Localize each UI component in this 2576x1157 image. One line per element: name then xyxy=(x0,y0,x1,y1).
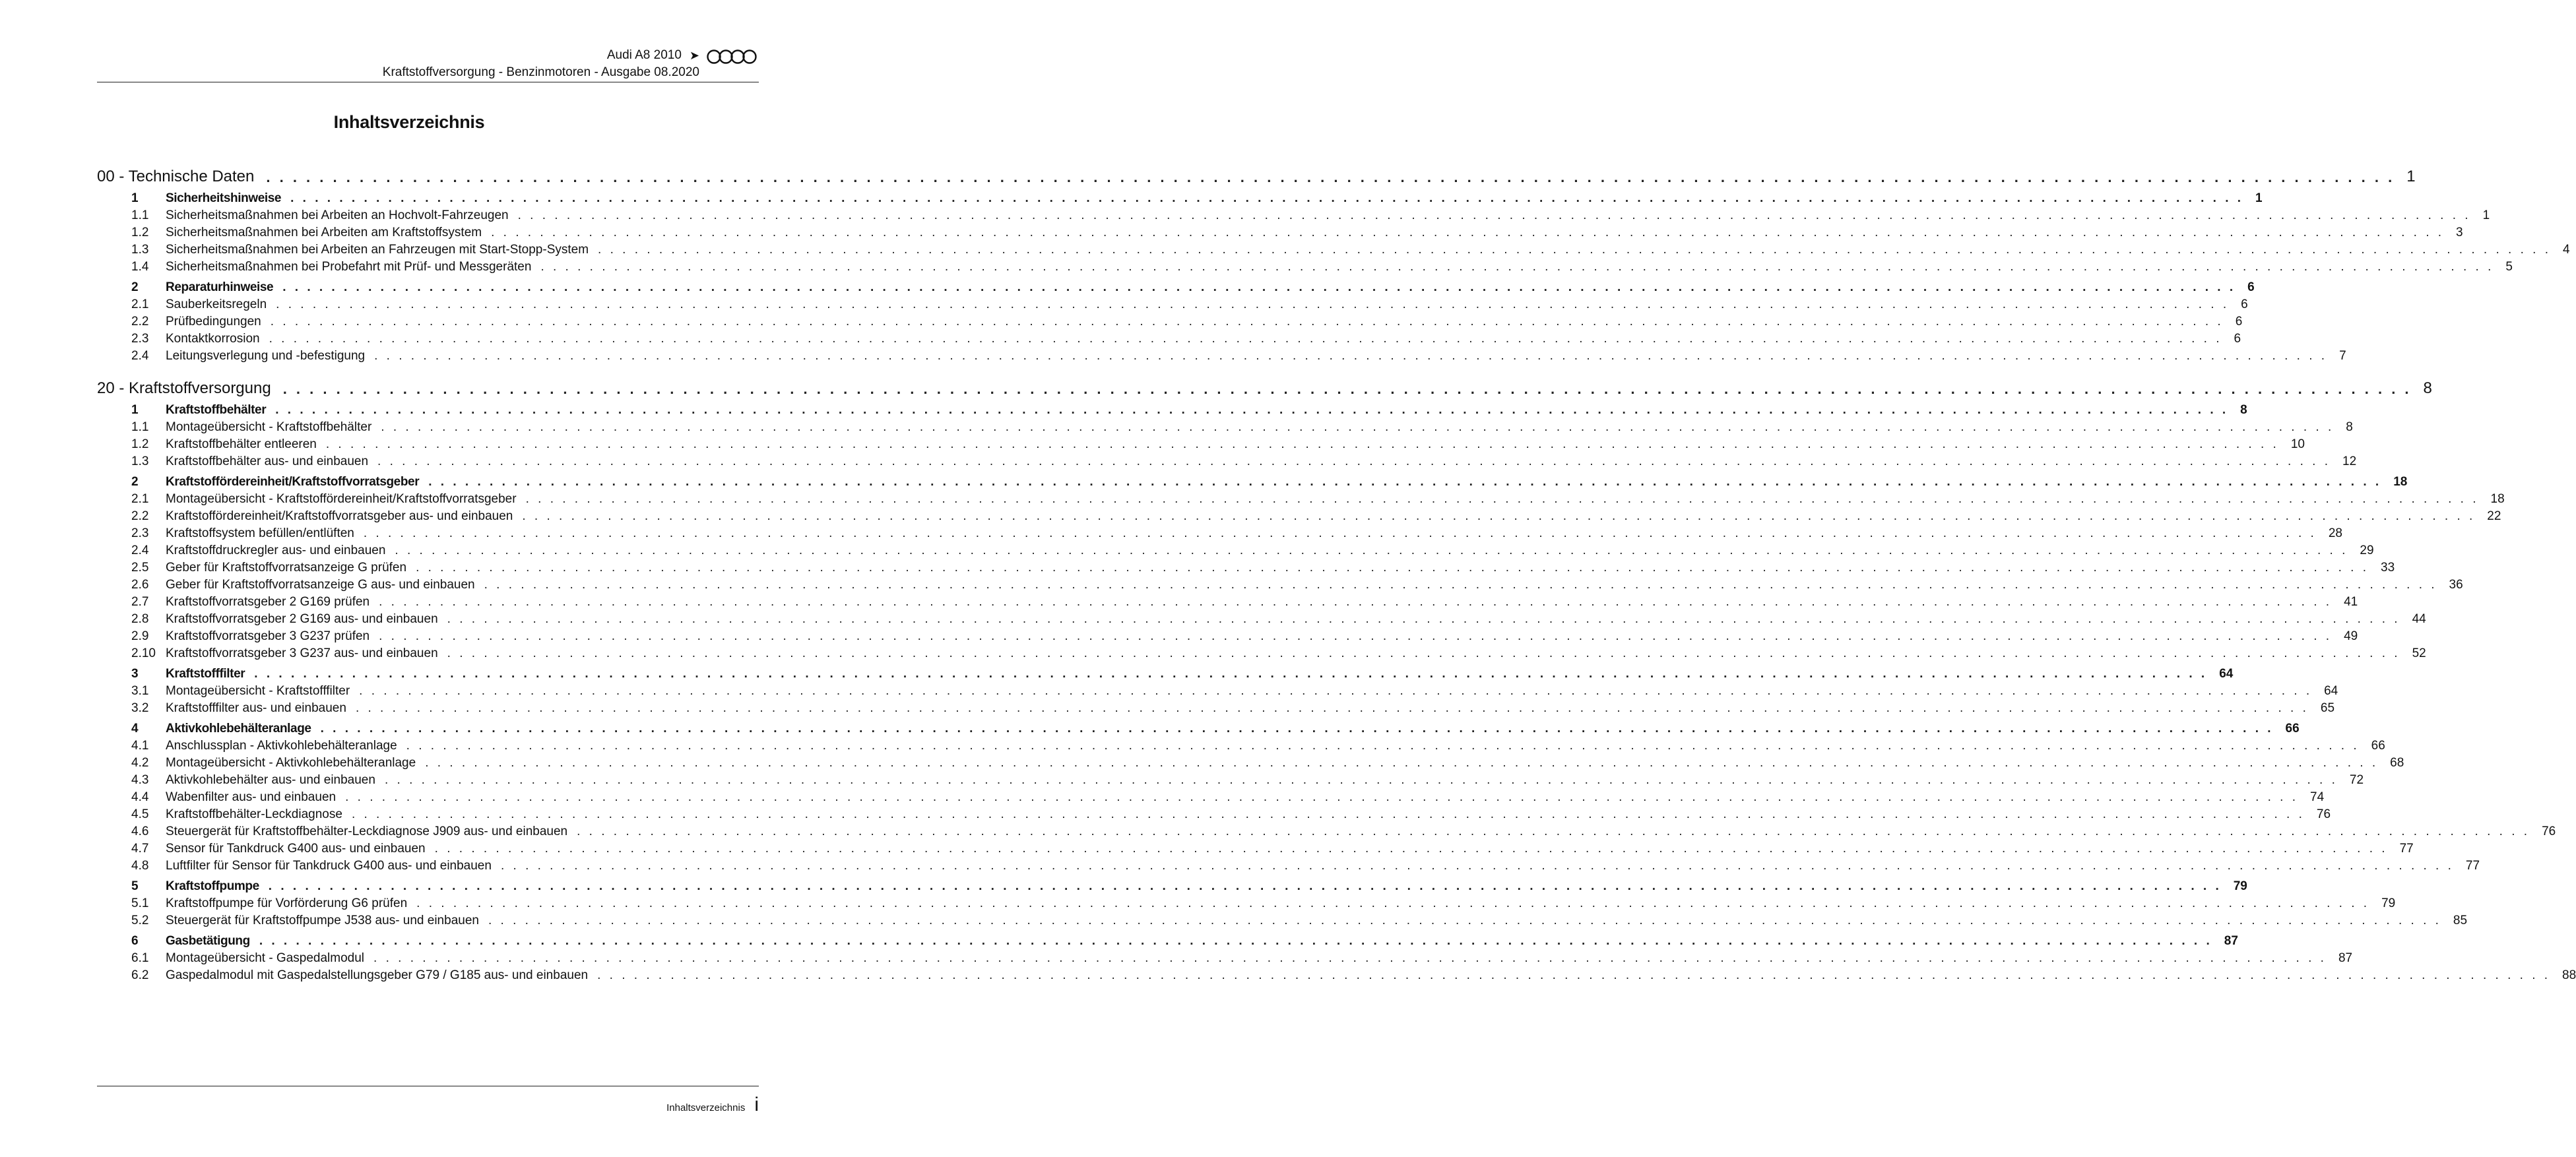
toc-section[interactable] xyxy=(97,720,2300,737)
toc-subsection[interactable] xyxy=(97,645,2426,662)
subsection-number: 6.1 xyxy=(131,951,149,965)
section-number: 5 xyxy=(131,879,139,893)
subsection-title: Kraftstoffbehälter entleeren xyxy=(166,437,317,451)
subsection-page: 68 xyxy=(2390,756,2404,770)
subsection-number: 2.7 xyxy=(131,595,149,609)
chapter-page: 8 xyxy=(2423,379,2432,397)
subsection-title: Luftfilter für Sensor für Tankdruck G400 aus- und einbauen xyxy=(166,859,492,873)
dot-leader: . . . . . . . . . . . . . . . . . . . . . . . . . . . . . . . . . . . . . . . . . . . . . . . . . . . . . . . . . . . . . . . . . . . . . . . . . . . . . . . . . . . . . . . . . . . . . . . . . . . . . . . . . . . . . . . . . . . . . . . . . . . . . . . . . . . . . . . . . . . . . . . . . . . . . . . . . . . . . . . . xyxy=(259,934,2212,948)
dot-leader: . . . . . . . . . . . . . . . . . . . . . . . . . . . . . . . . . . . . . . . . . . . . . . . . . . . . . . . . . . . . . . . . . . . . . . . . . . . . . . . . . . . . . . . . . . . . . . . . . . . . . . . . . . . . . . . . . . . . . . . . . . . . . . . . . . . . . . . . . . . . . . . . . . . . . . . . . . . . . . . . xyxy=(351,807,2305,821)
subsection-title: Montageübersicht - Kraftstofffilter xyxy=(166,684,350,698)
subsection-page: 18 xyxy=(2490,492,2505,506)
section-page: 87 xyxy=(2224,934,2238,948)
toc-subsection[interactable] xyxy=(97,207,2490,224)
subsection-page: 65 xyxy=(2320,701,2335,715)
dot-leader: . . . . . . . . . . . . . . . . . . . . . . . . . . . . . . . . . . . . . . . . . . . . . . . . . . . . . . . . . . . . . . . . . . . . . . . . . . . . . . . . . . . . . . . . . . . . . . . . . . . . . . . . . . . . . . . . . . . . . . . . . . . . . . . . . . . . . . . . . . . . . . . . . . . . . . . . . . . . . . . . xyxy=(540,260,2494,274)
subsection-number: 2.9 xyxy=(131,629,149,643)
subsection-title: Geber für Kraftstoffvorratsanzeige G aus- und einbauen xyxy=(166,578,475,592)
footer-label: Inhaltsverzeichnis xyxy=(666,1102,746,1113)
subsection-page: 88 xyxy=(2562,968,2576,982)
dot-leader: . . . . . . . . . . . . . . . . . . . . . . . . . . . . . . . . . . . . . . . . . . . . . . . . . . . . . . . . . . . . . . . . . . . . . . . . . . . . . . . . . . . . . . . . . . . . . . . . . . . . . . . . . . . . . . . . . . . . . . . . . . . . . . . . . . . . . . . . . . . . . . . . . . . . . . . . . . . . . . . . xyxy=(384,773,2338,787)
dot-leader: . . . . . . . . . . . . . . . . . . . . . . . . . . . . . . . . . . . . . . . . . . . . . . . . . . . . . . . . . . . . . . . . . . . . . . . . . . . . . . . . . . . . . . . . . . . . . . . . . . . . . . . . . . . . . . . . . . . . . . . . . . . . . . . . . . . . . . . . . . . . . . . . . . . . . . . . . . . . . . . . xyxy=(597,968,2551,982)
toc-subsection[interactable] xyxy=(97,542,2374,559)
section-number: 3 xyxy=(131,667,139,681)
toc-subsection[interactable] xyxy=(97,858,2480,875)
dot-leader: . . . . . . . . . . . . . . . . . . . . . . . . . . . . . . . . . . . . . . . . . . . . . . . . . . . . . . . . . . . . . . . . . . . . . . . . . . . . . . . . . . . . . . . . . . . . . . . . . . . . . . . . . . . . . . . . . . . . . . . . . . . . . . . . . . . . . . . . . . . . . . . . . . . . . . . . . . . . . . . . xyxy=(276,297,2230,311)
dot-leader: . . . . . . . . . . . . . . . . . . . . . . . . . . . . . . . . . . . . . . . . . . . . . . . . . . . . . . . . . . . . . . . . . . . . . . . . . . . . . . . . . . . . . . . . . . . . . . . . . . . . . . . . . . . . . . . . . . . . . . . . . . . . . . . . . . . . . . . . . . . . . . . . . . . . . . . . . . . . . . . . xyxy=(577,825,2530,838)
subsection-number: 2.3 xyxy=(131,526,149,540)
dot-leader: . . . . . . . . . . . . . . . . . . . . . . . . . . . . . . . . . . . . . . . . . . . . . . . . . . . . . . . . . . . . . . . . . . . . . . . . . . . . . . . . . . . . . . . . . . . . . . . . . . . . . . . . . . . . . . . . . . . . . . . . . . . . . . . . . . . . . . . . . . . . . . . . . . . . . . . . . . . . . . . . xyxy=(266,169,2395,185)
dot-leader: . . . . . . . . . . . . . . . . . . . . . . . . . . . . . . . . . . . . . . . . . . . . . . . . . . . . . . . . . . . . . . . . . . . . . . . . . . . . . . . . . . . . . . . . . . . . . . . . . . . . . . . . . . . . . . . . . . . . . . . . . . . . . . . . . . . . . . . . . . . . . . . . . . . . . . . . . . . . . . . . xyxy=(268,879,2222,893)
dot-leader: . . . . . . . . . . . . . . . . . . . . . . . . . . . . . . . . . . . . . . . . . . . . . . . . . . . . . . . . . . . . . . . . . . . . . . . . . . . . . . . . . . . . . . . . . . . . . . . . . . . . . . . . . . . . . . . . . . . . . . . . . . . . . . . . . . . . . . . . . . . . . . . . . . . . . . . . . . . . . . . . xyxy=(282,280,2236,294)
toc-subsection[interactable] xyxy=(97,789,2325,806)
header-subtitle: Kraftstoffversorgung - Benzinmotoren - Ausgabe 08.2020 xyxy=(382,65,699,79)
section-page: 18 xyxy=(2393,475,2408,489)
subsection-title: Kraftstoffpumpe für Vorförderung G6 prüfen xyxy=(166,896,408,910)
subsection-page: 22 xyxy=(2487,509,2501,523)
subsection-title: Kraftstoffdruckregler aus- und einbauen xyxy=(166,544,386,557)
section-title: Aktivkohlebehälteranlage xyxy=(166,722,311,735)
dot-leader: . . . . . . . . . . . . . . . . . . . . . . . . . . . . . . . . . . . . . . . . . . . . . . . . . . . . . . . . . . . . . . . . . . . . . . . . . . . . . . . . . . . . . . . . . . . . . . . . . . . . . . . . . . . . . . . . . . . . . . . . . . . . . . . . . . . . . . . . . . . . . . . . . . . . . . . . . . . . . . . . xyxy=(345,790,2299,804)
subsection-page: 74 xyxy=(2310,790,2325,804)
toc-subsection[interactable] xyxy=(97,840,2414,858)
subsection-page: 41 xyxy=(2344,595,2358,609)
subsection-title: Kraftstoffvorratsgeber 3 G237 prüfen xyxy=(166,629,370,643)
subsection-page: 33 xyxy=(2381,561,2395,575)
subsection-page: 5 xyxy=(2505,260,2513,274)
toc-subsection[interactable] xyxy=(97,700,2335,717)
arrow-right-icon: ➤ xyxy=(689,49,699,62)
dot-leader: . . . . . . . . . . . . . . . . . . . . . . . . . . . . . . . . . . . . . . . . . . . . . . . . . . . . . . . . . . . . . . . . . . . . . . . . . . . . . . . . . . . . . . . . . . . . . . . . . . . . . . . . . . . . . . . . . . . . . . . . . . . . . . . . . . . . . . . . . . . . . . . . . . . . . . . . . . . . . . . . xyxy=(447,612,2400,626)
toc-subsection[interactable] xyxy=(97,508,2501,525)
subsection-title: Steuergerät für Kraftstoffbehälter-Leckdiagnose J909 aus- und einbauen xyxy=(166,825,568,838)
subsection-number: 1.3 xyxy=(131,454,149,468)
subsection-title: Kraftstofffilter aus- und einbauen xyxy=(166,701,346,715)
toc-subsection[interactable] xyxy=(97,912,2468,929)
toc-section[interactable] xyxy=(97,933,2238,950)
toc-subsection[interactable] xyxy=(97,491,2505,508)
subsection-page: 64 xyxy=(2324,684,2338,698)
header-model: Audi A8 2010 xyxy=(606,48,682,62)
subsection-number: 4.3 xyxy=(131,773,149,787)
toc-subsection[interactable] xyxy=(97,348,2346,365)
section-page: 66 xyxy=(2285,722,2300,735)
toc-subsection[interactable] xyxy=(97,241,2570,259)
subsection-title: Montageübersicht - Kraftstoffbehälter xyxy=(166,420,372,434)
subsection-page: 77 xyxy=(2465,859,2480,873)
subsection-page: 77 xyxy=(2399,842,2414,856)
subsection-title: Kraftstoffördereinheit/Kraftstoffvorratsgeber aus- und einbauen xyxy=(166,509,513,523)
subsection-title: Anschlussplan - Aktivkohlebehälteranlage xyxy=(166,739,397,753)
dot-leader: . . . . . . . . . . . . . . . . . . . . . . . . . . . . . . . . . . . . . . . . . . . . . . . . . . . . . . . . . . . . . . . . . . . . . . . . . . . . . . . . . . . . . . . . . . . . . . . . . . . . . . . . . . . . . . . . . . . . . . . . . . . . . . . . . . . . . . . . . . . . . . . . . . . . . . . . . . . . . . . . xyxy=(275,403,2229,417)
section-page: 79 xyxy=(2233,879,2247,893)
subsection-number: 4.1 xyxy=(131,739,149,753)
toc-subsection[interactable] xyxy=(97,577,2463,594)
table-of-contents xyxy=(97,158,2576,984)
subsection-title: Kraftstoffvorratsgeber 3 G237 aus- und einbauen xyxy=(166,646,438,660)
subsection-number: 2.5 xyxy=(131,561,149,575)
section-title: Kraftstofffilter xyxy=(166,667,245,681)
subsection-number: 4.4 xyxy=(131,790,149,804)
dot-leader: . . . . . . . . . . . . . . . . . . . . . . . . . . . . . . . . . . . . . . . . . . . . . . . . . . . . . . . . . . . . . . . . . . . . . . . . . . . . . . . . . . . . . . . . . . . . . . . . . . . . . . . . . . . . . . . . . . . . . . . . . . . . . . . . . . . . . . . . . . . . . . . . . . . . . . . . . . . . . . . . xyxy=(377,454,2331,468)
toc-subsection[interactable] xyxy=(97,950,2353,967)
toc-subsection[interactable] xyxy=(97,628,2358,645)
toc-subsection[interactable] xyxy=(97,755,2404,772)
subsection-number: 1.3 xyxy=(131,243,149,257)
toc-subsection[interactable] xyxy=(97,296,2248,313)
subsection-page: 6 xyxy=(2241,297,2248,311)
subsection-page: 7 xyxy=(2339,349,2346,363)
subsection-page: 6 xyxy=(2234,332,2241,346)
dot-leader: . . . . . . . . . . . . . . . . . . . . . . . . . . . . . . . . . . . . . . . . . . . . . . . . . . . . . . . . . . . . . . . . . . . . . . . . . . . . . . . . . . . . . . . . . . . . . . . . . . . . . . . . . . . . . . . . . . . . . . . . . . . . . . . . . . . . . . . . . . . . . . . . . . . . . . . . . . . . . . . . xyxy=(282,381,2412,397)
subsection-number: 1.1 xyxy=(131,420,149,434)
subsection-page: 12 xyxy=(2342,454,2357,468)
audi-rings-icon xyxy=(706,49,759,65)
section-title: Kraftstoffördereinheit/Kraftstoffvorratsgeber xyxy=(166,475,420,489)
subsection-title: Sicherheitsmaßnahmen bei Arbeiten an Hochvolt-Fahrzeugen xyxy=(166,208,509,222)
section-number: 2 xyxy=(131,280,139,294)
section-number: 2 xyxy=(131,475,139,489)
subsection-title: Sicherheitsmaßnahmen bei Arbeiten am Kraftstoffsystem xyxy=(166,226,482,239)
dot-leader: . . . . . . . . . . . . . . . . . . . . . . . . . . . . . . . . . . . . . . . . . . . . . . . . . . . . . . . . . . . . . . . . . . . . . . . . . . . . . . . . . . . . . . . . . . . . . . . . . . . . . . . . . . . . . . . . . . . . . . . . . . . . . . . . . . . . . . . . . . . . . . . . . . . . . . . . . . . . . . . . xyxy=(416,896,2370,910)
section-page: 64 xyxy=(2219,667,2234,681)
subsection-title: Kraftstoffbehälter aus- und einbauen xyxy=(166,454,369,468)
toc-subsection[interactable] xyxy=(97,419,2353,436)
section-number: 1 xyxy=(131,191,139,205)
toc-section[interactable] xyxy=(97,878,2247,895)
toc-subsection[interactable] xyxy=(97,224,2463,241)
page-header xyxy=(97,47,759,80)
dot-leader: . . . . . . . . . . . . . . . . . . . . . . . . . . . . . . . . . . . . . . . . . . . . . . . . . . . . . . . . . . . . . . . . . . . . . . . . . . . . . . . . . . . . . . . . . . . . . . . . . . . . . . . . . . . . . . . . . . . . . . . . . . . . . . . . . . . . . . . . . . . . . . . . . . . . . . . . . . . . . . . . xyxy=(522,509,2476,523)
section-page: 8 xyxy=(2240,403,2247,417)
subsection-page: 76 xyxy=(2542,825,2556,838)
dot-leader: . . . . . . . . . . . . . . . . . . . . . . . . . . . . . . . . . . . . . . . . . . . . . . . . . . . . . . . . . . . . . . . . . . . . . . . . . . . . . . . . . . . . . . . . . . . . . . . . . . . . . . . . . . . . . . . . . . . . . . . . . . . . . . . . . . . . . . . . . . . . . . . . . . . . . . . . . . . . . . . . xyxy=(269,332,2222,346)
dot-leader: . . . . . . . . . . . . . . . . . . . . . . . . . . . . . . . . . . . . . . . . . . . . . . . . . . . . . . . . . . . . . . . . . . . . . . . . . . . . . . . . . . . . . . . . . . . . . . . . . . . . . . . . . . . . . . . . . . . . . . . . . . . . . . . . . . . . . . . . . . . . . . . . . . . . . . . . . . . . . . . . xyxy=(320,722,2274,735)
subsection-title: Montageübersicht - Aktivkohlebehälteranlage xyxy=(166,756,416,770)
chapter-title: 00 - Technische Daten xyxy=(97,168,255,185)
subsection-number: 5.2 xyxy=(131,914,149,927)
subsection-title: Sicherheitsmaßnahmen bei Probefahrt mit Prüf- und Messgeräten xyxy=(166,260,532,274)
dot-leader: . . . . . . . . . . . . . . . . . . . . . . . . . . . . . . . . . . . . . . . . . . . . . . . . . . . . . . . . . . . . . . . . . . . . . . . . . . . . . . . . . . . . . . . . . . . . . . . . . . . . . . . . . . . . . . . . . . . . . . . . . . . . . . . . . . . . . . . . . . . . . . . . . . . . . . . . . . . . . . . . xyxy=(270,315,2224,328)
subsection-title: Geber für Kraftstoffvorratsanzeige G prüfen xyxy=(166,561,407,575)
toc-subsection[interactable] xyxy=(97,611,2426,628)
toc-subsection[interactable] xyxy=(97,330,2241,348)
toc-subsection[interactable] xyxy=(97,453,2357,470)
dot-leader: . . . . . . . . . . . . . . . . . . . . . . . . . . . . . . . . . . . . . . . . . . . . . . . . . . . . . . . . . . . . . . . . . . . . . . . . . . . . . . . . . . . . . . . . . . . . . . . . . . . . . . . . . . . . . . . . . . . . . . . . . . . . . . . . . . . . . . . . . . . . . . . . . . . . . . . . . . . . . . . . xyxy=(517,208,2471,222)
subsection-number: 2.3 xyxy=(131,332,149,346)
dot-leader: . . . . . . . . . . . . . . . . . . . . . . . . . . . . . . . . . . . . . . . . . . . . . . . . . . . . . . . . . . . . . . . . . . . . . . . . . . . . . . . . . . . . . . . . . . . . . . . . . . . . . . . . . . . . . . . . . . . . . . . . . . . . . . . . . . . . . . . . . . . . . . . . . . . . . . . . . . . . . . . . xyxy=(379,595,2333,609)
toc-subsection[interactable] xyxy=(97,525,2342,542)
dot-leader: . . . . . . . . . . . . . . . . . . . . . . . . . . . . . . . . . . . . . . . . . . . . . . . . . . . . . . . . . . . . . . . . . . . . . . . . . . . . . . . . . . . . . . . . . . . . . . . . . . . . . . . . . . . . . . . . . . . . . . . . . . . . . . . . . . . . . . . . . . . . . . . . . . . . . . . . . . . . . . . . xyxy=(325,437,2279,451)
subsection-number: 1.1 xyxy=(131,208,149,222)
toc-subsection[interactable] xyxy=(97,559,2395,577)
subsection-number: 1.2 xyxy=(131,437,149,451)
subsection-title: Prüfbedingungen xyxy=(166,315,261,328)
subsection-title: Kraftstoffvorratsgeber 2 G169 aus- und einbauen xyxy=(166,612,438,626)
page-title: Inhaltsverzeichnis xyxy=(333,112,485,132)
dot-leader: . . . . . . . . . . . . . . . . . . . . . . . . . . . . . . . . . . . . . . . . . . . . . . . . . . . . . . . . . . . . . . . . . . . . . . . . . . . . . . . . . . . . . . . . . . . . . . . . . . . . . . . . . . . . . . . . . . . . . . . . . . . . . . . . . . . . . . . . . . . . . . . . . . . . . . . . . . . . . . . . xyxy=(374,349,2328,363)
footer-page-number: i xyxy=(754,1094,759,1115)
subsection-title: Kraftstoffbehälter-Leckdiagnose xyxy=(166,807,342,821)
subsection-title: Sicherheitsmaßnahmen bei Arbeiten an Fahrzeugen mit Start-Stopp-System xyxy=(166,243,589,257)
subsection-number: 2.4 xyxy=(131,544,149,557)
subsection-number: 2.6 xyxy=(131,578,149,592)
subsection-title: Gaspedalmodul mit Gaspedalstellungsgeber G79 / G185 aus- und einbauen xyxy=(166,968,589,982)
dot-leader: . . . . . . . . . . . . . . . . . . . . . . . . . . . . . . . . . . . . . . . . . . . . . . . . . . . . . . . . . . . . . . . . . . . . . . . . . . . . . . . . . . . . . . . . . . . . . . . . . . . . . . . . . . . . . . . . . . . . . . . . . . . . . . . . . . . . . . . . . . . . . . . . . . . . . . . . . . . . . . . . xyxy=(290,191,2244,205)
section-number: 6 xyxy=(131,934,139,948)
subsection-page: 1 xyxy=(2482,208,2490,222)
subsection-number: 4.5 xyxy=(131,807,149,821)
section-title: Reparaturhinweise xyxy=(166,280,274,294)
subsection-number: 2.4 xyxy=(131,349,149,363)
subsection-number: 6.2 xyxy=(131,968,149,982)
toc-subsection[interactable] xyxy=(97,823,2556,840)
toc-subsection[interactable] xyxy=(97,436,2305,453)
toc-subsection[interactable] xyxy=(97,313,2243,330)
subsection-number: 5.1 xyxy=(131,896,149,910)
dot-leader: . . . . . . . . . . . . . . . . . . . . . . . . . . . . . . . . . . . . . . . . . . . . . . . . . . . . . . . . . . . . . . . . . . . . . . . . . . . . . . . . . . . . . . . . . . . . . . . . . . . . . . . . . . . . . . . . . . . . . . . . . . . . . . . . . . . . . . . . . . . . . . . . . . . . . . . . . . . . . . . . xyxy=(500,859,2454,873)
toc-section[interactable] xyxy=(97,666,2234,683)
toc-subsection[interactable] xyxy=(97,737,2385,755)
toc-subsection[interactable] xyxy=(97,594,2358,611)
subsection-title: Steuergerät für Kraftstoffpumpe J538 aus- und einbauen xyxy=(166,914,479,927)
subsection-page: 36 xyxy=(2449,578,2463,592)
subsection-title: Sensor für Tankdruck G400 aus- und einbauen xyxy=(166,842,426,856)
dot-leader: . . . . . . . . . . . . . . . . . . . . . . . . . . . . . . . . . . . . . . . . . . . . . . . . . . . . . . . . . . . . . . . . . . . . . . . . . . . . . . . . . . . . . . . . . . . . . . . . . . . . . . . . . . . . . . . . . . . . . . . . . . . . . . . . . . . . . . . . . . . . . . . . . . . . . . . . . . . . . . . . xyxy=(491,226,2445,239)
header-model-line xyxy=(607,47,699,63)
toc-subsection[interactable] xyxy=(97,895,2396,912)
subsection-page: 10 xyxy=(2290,437,2305,451)
chapter-title: 20 - Kraftstoffversorgung xyxy=(97,379,271,397)
subsection-number: 3.2 xyxy=(131,701,149,715)
section-title: Kraftstoffbehälter xyxy=(166,403,267,417)
dot-leader: . . . . . . . . . . . . . . . . . . . . . . . . . . . . . . . . . . . . . . . . . . . . . . . . . . . . . . . . . . . . . . . . . . . . . . . . . . . . . . . . . . . . . . . . . . . . . . . . . . . . . . . . . . . . . . . . . . . . . . . . . . . . . . . . . . . . . . . . . . . . . . . . . . . . . . . . . . . . . . . . xyxy=(434,842,2388,856)
subsection-page: 52 xyxy=(2412,646,2426,660)
chapter-spacer xyxy=(97,365,759,370)
subsection-title: Kontaktkorrosion xyxy=(166,332,260,346)
toc-section[interactable] xyxy=(97,190,2263,207)
dot-leader: . . . . . . . . . . . . . . . . . . . . . . . . . . . . . . . . . . . . . . . . . . . . . . . . . . . . . . . . . . . . . . . . . . . . . . . . . . . . . . . . . . . . . . . . . . . . . . . . . . . . . . . . . . . . . . . . . . . . . . . . . . . . . . . . . . . . . . . . . . . . . . . . . . . . . . . . . . . . . . . . xyxy=(355,701,2309,715)
page-footer xyxy=(666,1095,759,1115)
subsection-number: 3.1 xyxy=(131,684,149,698)
dot-leader: . . . . . . . . . . . . . . . . . . . . . . . . . . . . . . . . . . . . . . . . . . . . . . . . . . . . . . . . . . . . . . . . . . . . . . . . . . . . . . . . . . . . . . . . . . . . . . . . . . . . . . . . . . . . . . . . . . . . . . . . . . . . . . . . . . . . . . . . . . . . . . . . . . . . . . . . . . . . . . . . xyxy=(484,578,2437,592)
toc-chapter[interactable] xyxy=(97,158,2416,186)
toc-subsection[interactable] xyxy=(97,259,2513,276)
subsection-page: 76 xyxy=(2316,807,2331,821)
subsection-page: 85 xyxy=(2453,914,2468,927)
subsection-title: Aktivkohlebehälter aus- und einbauen xyxy=(166,773,375,787)
subsection-number: 1.4 xyxy=(131,260,149,274)
dot-leader: . . . . . . . . . . . . . . . . . . . . . . . . . . . . . . . . . . . . . . . . . . . . . . . . . . . . . . . . . . . . . . . . . . . . . . . . . . . . . . . . . . . . . . . . . . . . . . . . . . . . . . . . . . . . . . . . . . . . . . . . . . . . . . . . . . . . . . . . . . . . . . . . . . . . . . . . . . . . . . . . xyxy=(406,739,2360,753)
subsection-number: 2.10 xyxy=(131,646,156,660)
subsection-number: 1.2 xyxy=(131,226,149,239)
subsection-title: Kraftstoffsystem befüllen/entlüften xyxy=(166,526,354,540)
section-number: 4 xyxy=(131,722,139,735)
subsection-page: 28 xyxy=(2328,526,2342,540)
subsection-page: 72 xyxy=(2349,773,2364,787)
dot-leader: . . . . . . . . . . . . . . . . . . . . . . . . . . . . . . . . . . . . . . . . . . . . . . . . . . . . . . . . . . . . . . . . . . . . . . . . . . . . . . . . . . . . . . . . . . . . . . . . . . . . . . . . . . . . . . . . . . . . . . . . . . . . . . . . . . . . . . . . . . . . . . . . . . . . . . . . . . . . . . . . xyxy=(525,492,2479,506)
dot-leader: . . . . . . . . . . . . . . . . . . . . . . . . . . . . . . . . . . . . . . . . . . . . . . . . . . . . . . . . . . . . . . . . . . . . . . . . . . . . . . . . . . . . . . . . . . . . . . . . . . . . . . . . . . . . . . . . . . . . . . . . . . . . . . . . . . . . . . . . . . . . . . . . . . . . . . . . . . . . . . . . xyxy=(488,914,2441,927)
subsection-page: 3 xyxy=(2456,226,2463,239)
subsection-number: 2.1 xyxy=(131,297,149,311)
subsection-page: 87 xyxy=(2338,951,2353,965)
section-number: 1 xyxy=(131,403,139,417)
section-title: Kraftstoffpumpe xyxy=(166,879,259,893)
toc-subsection[interactable] xyxy=(97,683,2338,700)
toc-section[interactable] xyxy=(97,402,2247,419)
subsection-title: Kraftstoffvorratsgeber 2 G169 prüfen xyxy=(166,595,370,609)
toc-section[interactable] xyxy=(97,474,2408,491)
dot-leader: . . . . . . . . . . . . . . . . . . . . . . . . . . . . . . . . . . . . . . . . . . . . . . . . . . . . . . . . . . . . . . . . . . . . . . . . . . . . . . . . . . . . . . . . . . . . . . . . . . . . . . . . . . . . . . . . . . . . . . . . . . . . . . . . . . . . . . . . . . . . . . . . . . . . . . . . . . . . . . . . xyxy=(428,475,2382,489)
dot-leader: . . . . . . . . . . . . . . . . . . . . . . . . . . . . . . . . . . . . . . . . . . . . . . . . . . . . . . . . . . . . . . . . . . . . . . . . . . . . . . . . . . . . . . . . . . . . . . . . . . . . . . . . . . . . . . . . . . . . . . . . . . . . . . . . . . . . . . . . . . . . . . . . . . . . . . . . . . . . . . . . xyxy=(359,684,2313,698)
toc-subsection[interactable] xyxy=(97,967,2576,984)
section-page: 1 xyxy=(2255,191,2263,205)
subsection-title: Wabenfilter aus- und einbauen xyxy=(166,790,337,804)
section-title: Sicherheitshinweise xyxy=(166,191,282,205)
subsection-page: 4 xyxy=(2563,243,2570,257)
toc-subsection[interactable] xyxy=(97,772,2364,789)
dot-leader: . . . . . . . . . . . . . . . . . . . . . . . . . . . . . . . . . . . . . . . . . . . . . . . . . . . . . . . . . . . . . . . . . . . . . . . . . . . . . . . . . . . . . . . . . . . . . . . . . . . . . . . . . . . . . . . . . . . . . . . . . . . . . . . . . . . . . . . . . . . . . . . . . . . . . . . . . . . . . . . . xyxy=(381,420,2334,434)
subsection-number: 4.8 xyxy=(131,859,149,873)
subsection-number: 2.2 xyxy=(131,509,149,523)
subsection-number: 4.7 xyxy=(131,842,149,856)
dot-leader: . . . . . . . . . . . . . . . . . . . . . . . . . . . . . . . . . . . . . . . . . . . . . . . . . . . . . . . . . . . . . . . . . . . . . . . . . . . . . . . . . . . . . . . . . . . . . . . . . . . . . . . . . . . . . . . . . . . . . . . . . . . . . . . . . . . . . . . . . . . . . . . . . . . . . . . . . . . . . . . . xyxy=(379,629,2333,643)
subsection-page: 79 xyxy=(2381,896,2396,910)
dot-leader: . . . . . . . . . . . . . . . . . . . . . . . . . . . . . . . . . . . . . . . . . . . . . . . . . . . . . . . . . . . . . . . . . . . . . . . . . . . . . . . . . . . . . . . . . . . . . . . . . . . . . . . . . . . . . . . . . . . . . . . . . . . . . . . . . . . . . . . . . . . . . . . . . . . . . . . . . . . . . . . . xyxy=(447,646,2400,660)
subsection-page: 44 xyxy=(2412,612,2426,626)
dot-leader: . . . . . . . . . . . . . . . . . . . . . . . . . . . . . . . . . . . . . . . . . . . . . . . . . . . . . . . . . . . . . . . . . . . . . . . . . . . . . . . . . . . . . . . . . . . . . . . . . . . . . . . . . . . . . . . . . . . . . . . . . . . . . . . . . . . . . . . . . . . . . . . . . . . . . . . . . . . . . . . . xyxy=(416,561,2369,575)
subsection-number: 2.1 xyxy=(131,492,149,506)
subsection-page: 29 xyxy=(2360,544,2374,557)
subsection-number: 4.2 xyxy=(131,756,149,770)
dot-leader: . . . . . . . . . . . . . . . . . . . . . . . . . . . . . . . . . . . . . . . . . . . . . . . . . . . . . . . . . . . . . . . . . . . . . . . . . . . . . . . . . . . . . . . . . . . . . . . . . . . . . . . . . . . . . . . . . . . . . . . . . . . . . . . . . . . . . . . . . . . . . . . . . . . . . . . . . . . . . . . . xyxy=(598,243,2551,257)
toc-subsection[interactable] xyxy=(97,806,2331,823)
toc-chapter[interactable] xyxy=(97,370,2432,398)
subsection-number: 4.6 xyxy=(131,825,149,838)
dot-leader: . . . . . . . . . . . . . . . . . . . . . . . . . . . . . . . . . . . . . . . . . . . . . . . . . . . . . . . . . . . . . . . . . . . . . . . . . . . . . . . . . . . . . . . . . . . . . . . . . . . . . . . . . . . . . . . . . . . . . . . . . . . . . . . . . . . . . . . . . . . . . . . . . . . . . . . . . . . . . . . . xyxy=(363,526,2317,540)
subsection-title: Montageübersicht - Gaspedalmodul xyxy=(166,951,365,965)
subsection-page: 8 xyxy=(2346,420,2353,434)
subsection-page: 6 xyxy=(2235,315,2243,328)
subsection-title: Sauberkeitsregeln xyxy=(166,297,267,311)
dot-leader: . . . . . . . . . . . . . . . . . . . . . . . . . . . . . . . . . . . . . . . . . . . . . . . . . . . . . . . . . . . . . . . . . . . . . . . . . . . . . . . . . . . . . . . . . . . . . . . . . . . . . . . . . . . . . . . . . . . . . . . . . . . . . . . . . . . . . . . . . . . . . . . . . . . . . . . . . . . . . . . . xyxy=(254,667,2208,681)
toc-section[interactable] xyxy=(97,279,2255,296)
dot-leader: . . . . . . . . . . . . . . . . . . . . . . . . . . . . . . . . . . . . . . . . . . . . . . . . . . . . . . . . . . . . . . . . . . . . . . . . . . . . . . . . . . . . . . . . . . . . . . . . . . . . . . . . . . . . . . . . . . . . . . . . . . . . . . . . . . . . . . . . . . . . . . . . . . . . . . . . . . . . . . . . xyxy=(425,756,2379,770)
section-page: 6 xyxy=(2247,280,2255,294)
subsection-page: 49 xyxy=(2344,629,2358,643)
chapter-page: 1 xyxy=(2406,168,2416,185)
subsection-number: 2.2 xyxy=(131,315,149,328)
subsection-number: 2.8 xyxy=(131,612,149,626)
section-title: Gasbetätigung xyxy=(166,934,250,948)
subsection-title: Leitungsverlegung und -befestigung xyxy=(166,349,366,363)
dot-leader: . . . . . . . . . . . . . . . . . . . . . . . . . . . . . . . . . . . . . . . . . . . . . . . . . . . . . . . . . . . . . . . . . . . . . . . . . . . . . . . . . . . . . . . . . . . . . . . . . . . . . . . . . . . . . . . . . . . . . . . . . . . . . . . . . . . . . . . . . . . . . . . . . . . . . . . . . . . . . . . . xyxy=(373,951,2327,965)
subsection-title: Montageübersicht - Kraftstoffördereinheit/Kraftstoffvorratsgeber xyxy=(166,492,517,506)
subsection-page: 66 xyxy=(2371,739,2385,753)
dot-leader: . . . . . . . . . . . . . . . . . . . . . . . . . . . . . . . . . . . . . . . . . . . . . . . . . . . . . . . . . . . . . . . . . . . . . . . . . . . . . . . . . . . . . . . . . . . . . . . . . . . . . . . . . . . . . . . . . . . . . . . . . . . . . . . . . . . . . . . . . . . . . . . . . . . . . . . . . . . . . . . . xyxy=(395,544,2348,557)
